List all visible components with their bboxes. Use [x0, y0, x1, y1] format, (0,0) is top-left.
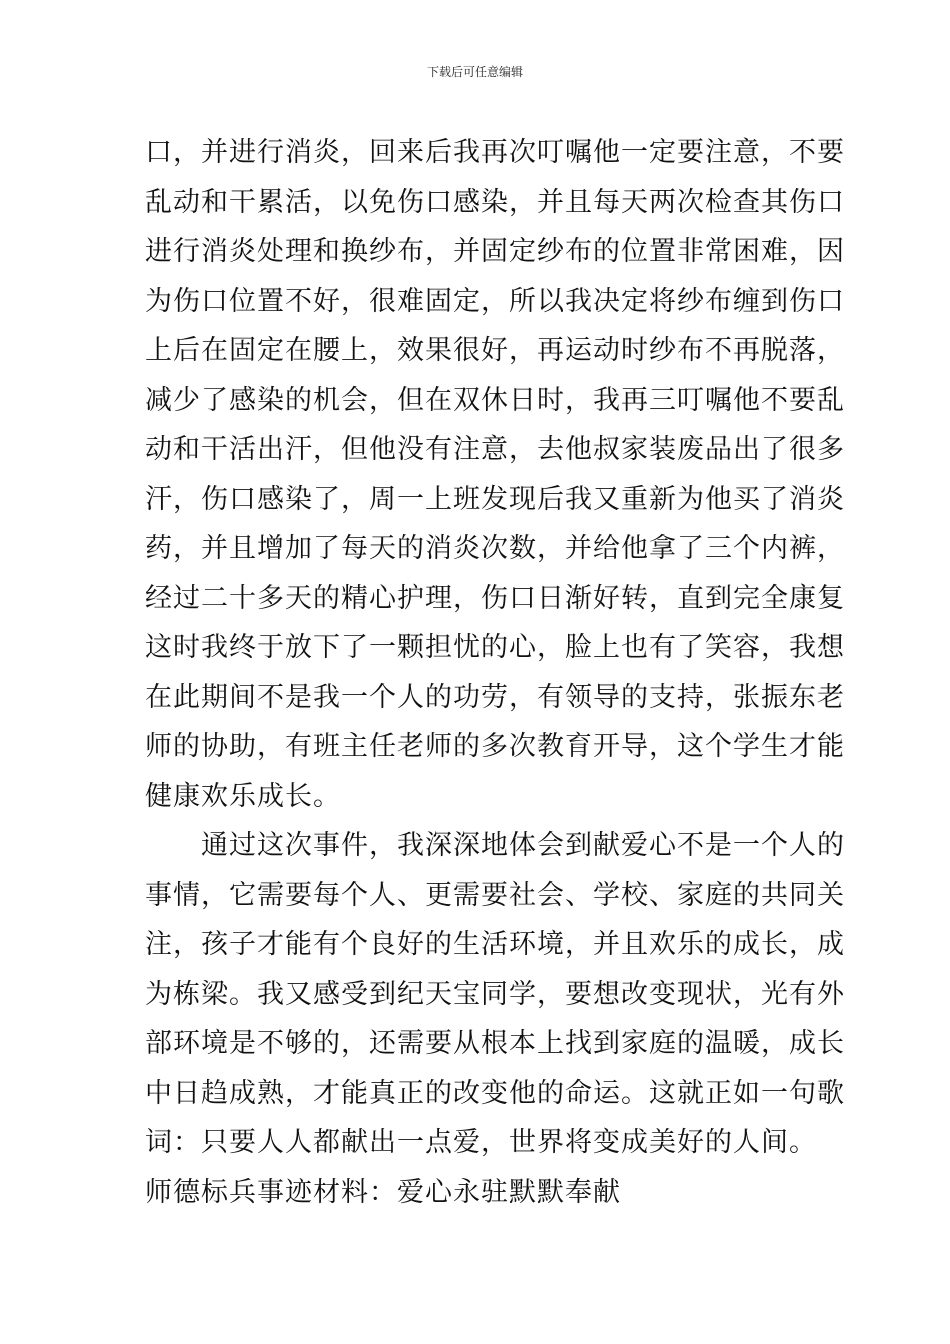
text-line: 经过二十多天的精心护理，伤口日渐好转，直到完全康复 — [145, 582, 845, 614]
text-line: 药，并且增加了每天的消炎次数，并给他拿了三个内裤， — [145, 533, 845, 564]
text-line: 词：只要人人都献出一点爱，世界将变成美好的人间。 — [145, 1127, 817, 1158]
text-line: 师的协助，有班主任老师的多次教育开导，这个学生才能 — [145, 731, 845, 762]
text-line: 进行消炎处理和换纱布，并固定纱布的位置非常困难，因 — [145, 236, 845, 267]
text-line: 汗，伤口感染了，周一上班发现后我又重新为他买了消炎 — [145, 483, 845, 515]
text-line: 减少了感染的机会，但在双休日时，我再三叮嘱他不要乱 — [145, 384, 845, 416]
text-line: 上后在固定在腰上，效果很好，再运动时纱布不再脱落， — [145, 335, 845, 366]
text-line: 这时我终于放下了一颗担忧的心，脸上也有了笑容，我想 — [145, 632, 845, 663]
page-header-note: 下载后可任意编辑 — [426, 65, 523, 79]
text-line: 部环境是不够的，还需要从根本上找到家庭的温暖，成长 — [145, 1028, 845, 1059]
document-body — [145, 128, 845, 1217]
text-line: 注，孩子才能有个良好的生活环境，并且欢乐的成长，成 — [145, 929, 845, 960]
text-line: 乱动和干累活，以免伤口感染，并且每天两次检查其伤口 — [145, 186, 845, 218]
text-line: 口，并进行消炎，回来后我再次叮嘱他一定要注意，不要 — [145, 137, 845, 168]
text-line: 为伤口位置不好，很难固定，所以我决定将纱布缠到伤口 — [145, 285, 845, 317]
text-line: 通过这次事件，我深深地体会到献爱心不是一个人的 — [145, 830, 845, 861]
text-line: 事情，它需要每个人、更需要社会、学校、家庭的共同关 — [145, 879, 845, 911]
text-line: 中日趋成熟，才能真正的改变他的命运。这就正如一句歌 — [145, 1077, 845, 1109]
text-line: 为栋梁。我又感受到纪天宝同学，要想改变现状，光有外 — [145, 978, 845, 1010]
text-line: 健康欢乐成长。 — [145, 780, 341, 812]
text-line: 在此期间不是我一个人的功劳，有领导的支持，张振东老 — [145, 681, 845, 713]
text-line: 动和干活出汗，但他没有注意，去他叔家装废品出了很多 — [145, 434, 845, 465]
section-title: 师德标兵事迹材料：爱心永驻默默奉献 — [145, 1176, 621, 1208]
